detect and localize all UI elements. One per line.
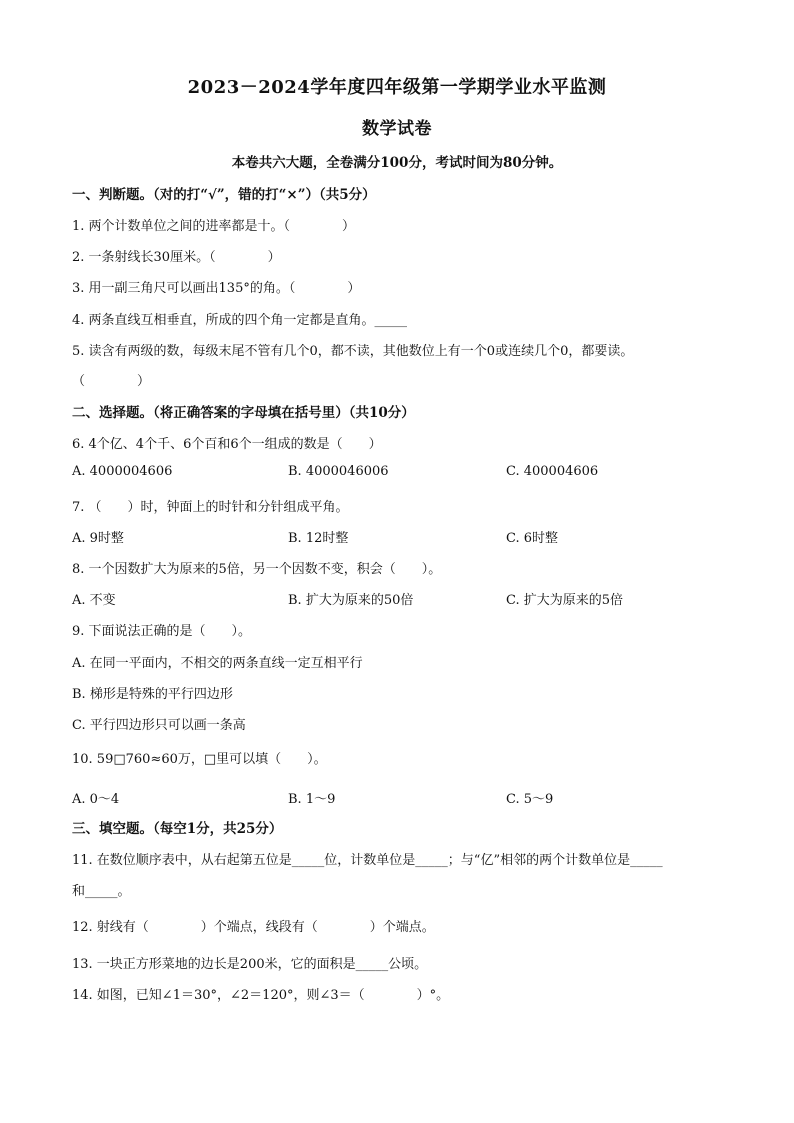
question-1: 1. 两个计数单位之间的进率都是十。（ ） <box>72 219 356 234</box>
question-6-option-c: C. 400004606 <box>506 464 599 479</box>
question-12: 12. 射线有（ ）个端点，线段有（ ）个端点。 <box>72 920 435 935</box>
question-6-option-b: B. 4000046006 <box>288 464 389 479</box>
section-heading-choice: 二、选择题。（将正确答案的字母填在括号里）（共10分） <box>72 405 415 421</box>
question-9-option-a: A. 在同一平面内，不相交的两条直线一定互相平行 <box>72 656 363 671</box>
question-8-option-c: C. 扩大为原来的5倍 <box>506 593 624 608</box>
question-10: 10. 59□760≈60万，□里可以填（ ）。 <box>72 752 327 767</box>
question-10-option-c: C. 5～9 <box>506 792 554 807</box>
exam-note: 本卷共六大题，全卷满分100分，考试时间为80分钟。 <box>231 155 563 171</box>
section-heading-fill-blank: 三、填空题。（每空1分，共25分） <box>72 821 283 837</box>
exam-title: 2023－2024学年度四年级第一学期学业水平监测 <box>187 77 607 98</box>
exam-subtitle: 数学试卷 <box>362 119 432 139</box>
question-4: 4. 两条直线互相垂直，所成的四个角一定都是直角。_____ <box>72 313 408 328</box>
question-9-option-b: B. 梯形是特殊的平行四边形 <box>72 687 233 702</box>
question-9-option-c: C. 平行四边形只可以画一条高 <box>72 718 246 733</box>
question-14: 14. 如图，已知∠1＝30°，∠2＝120°，则∠3＝（ ）°。 <box>72 988 450 1003</box>
question-7-option-b: B. 12时整 <box>288 531 349 546</box>
question-13: 13. 一块正方形菜地的边长是200米，它的面积是_____公顷。 <box>72 957 428 972</box>
question-3: 3. 用一副三角尺可以画出135°的角。（ ） <box>72 281 361 296</box>
question-6-option-a: A. 4000004606 <box>72 464 173 479</box>
question-5: 5. 读含有两级的数，每级末尾不管有几个0，都不读，其他数位上有一个0或连续几个0，都要读。 <box>72 344 634 359</box>
question-2: 2. 一条射线长30厘米。（ ） <box>72 250 281 265</box>
question-11-continued: 和_____。 <box>72 884 131 899</box>
question-8-option-a: A. 不变 <box>72 593 116 608</box>
question-8: 8. 一个因数扩大为原来的5倍，另一个因数不变，积会（ ）。 <box>72 562 442 577</box>
question-9: 9. 下面说法正确的是（ ）。 <box>72 624 252 639</box>
question-10-option-a: A. 0～4 <box>72 792 120 807</box>
question-10-option-b: B. 1～9 <box>288 792 336 807</box>
question-7-option-c: C. 6时整 <box>506 531 559 546</box>
question-5-bracket: （ ） <box>72 374 151 389</box>
question-8-option-b: B. 扩大为原来的50倍 <box>288 593 414 608</box>
question-7-option-a: A. 9时整 <box>72 531 124 546</box>
question-11: 11. 在数位顺序表中，从右起第五位是_____位，计数单位是_____；与“亿”相邻的两个计数单位是_____ <box>72 853 663 868</box>
section-heading-judgement: 一、判断题。（对的打“√”，错的打“×”）（共5分） <box>72 187 376 203</box>
question-6: 6. 4个亿、4个千、6个百和6个一组成的数是（ ） <box>72 437 382 452</box>
question-7: 7. （ ）时，钟面上的时针和分针组成平角。 <box>72 500 349 515</box>
